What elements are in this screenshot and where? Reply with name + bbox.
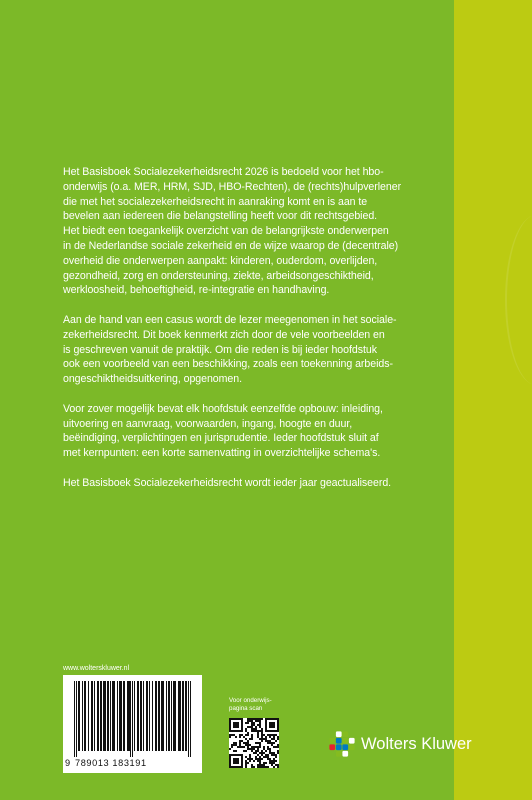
qr-code-modules — [229, 718, 279, 768]
blurb-line: onderwijs (o.a. MER, HRM, SJD, HBO-Rechten), de (rechts)hulpverlener — [63, 180, 402, 193]
isbn-digits: 789013 183191 — [75, 758, 147, 768]
publisher-logo — [329, 731, 472, 757]
blurb-line: ook een voorbeeld van een beschikking, zoals een toekenning arbeids- — [63, 358, 393, 371]
wolters-kluwer-logo-icon — [329, 731, 355, 757]
blurb-line: werkloosheid, behoeftigheid, re-integratie en handhaving. — [63, 284, 330, 297]
blurb-line: overheid die onderwerpen aanpakt: kinderen, ouderdom, overlijden, — [63, 254, 378, 267]
blurb-line: zekerheidsrecht. Dit boek kenmerkt zich door de vele voorbeelden en — [63, 328, 385, 341]
blurb-line: Het Basisboek Socialezekerheidsrecht wordt ieder jaar geactualiseerd. — [63, 476, 392, 489]
blurb-line: is geschreven vanuit de praktijk. Om die reden is bij ieder hoofdstuk — [63, 343, 377, 356]
scan-label-line-1: Voor onderwijs- — [229, 697, 272, 704]
blurb-paragraph-2 — [63, 313, 443, 387]
blurb-paragraph-1 — [63, 165, 443, 298]
scan-label — [229, 697, 289, 712]
blurb-line: Voor zover mogelijk bevat elk hoofdstuk eenzelfde opbouw: inleiding, — [63, 402, 383, 415]
blurb-line: bevelen aan iedereen die belangstelling heeft voor dit rechtsgebied. — [63, 210, 378, 223]
isbn-first-digit: 9 — [65, 758, 71, 768]
blurb-paragraph-4 — [63, 476, 443, 491]
blurb-line: beëindiging, verplichtingen en jurisprudentie. Ieder hoofdstuk sluit af — [63, 432, 379, 445]
blurb-line: uitvoering en aanvraag, voorwaarden, ingang, hoogte en duur, — [63, 417, 353, 430]
back-cover-blurb — [63, 165, 443, 505]
blurb-line: die met het socialezekerheidsrecht in aanraking komt en is aan te — [63, 195, 368, 208]
scan-label-line-2: pagina scan — [229, 704, 263, 712]
blurb-paragraph-3 — [63, 402, 443, 461]
spine-strip — [454, 0, 532, 800]
blurb-line: ongeschiktheidsuitkering, opgenomen. — [63, 373, 243, 386]
website-url: www.wolterskluwer.nl — [63, 665, 130, 672]
blurb-line: in de Nederlandse sociale zekerheid en de wijze waarop de (decentrale) — [63, 239, 399, 252]
blurb-line: Aan de hand van een casus wordt de lezer meegenomen in het sociale- — [63, 313, 397, 326]
blurb-line: Het biedt een toegankelijk overzicht van de belangrijkste onderwerpen — [63, 225, 389, 238]
barcode-bars — [70, 681, 195, 757]
blurb-line: gezondheid, zorg en ondersteuning, ziekte, arbeidsongeschiktheid, — [63, 269, 374, 282]
blurb-line: met kernpunten: een korte samenvatting in overzichtelijke schema's. — [63, 447, 381, 460]
blurb-line: Het Basisboek Socialezekerheidsrecht 2026 is bedoeld voor het hbo- — [63, 166, 384, 178]
isbn-barcode — [63, 675, 202, 773]
qr-code — [229, 718, 279, 768]
publisher-name: Wolters Kluwer — [361, 735, 472, 753]
